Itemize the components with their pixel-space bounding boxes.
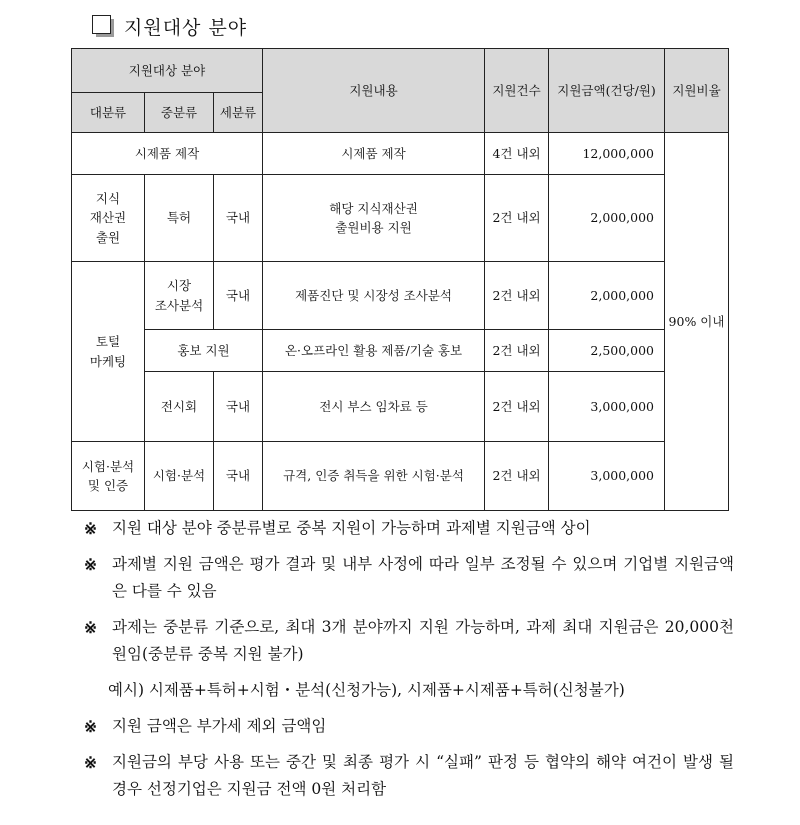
cell-count: 4건 내외 xyxy=(485,133,549,175)
reference-mark-icon: ※ xyxy=(84,717,97,736)
support-area-table xyxy=(71,48,729,511)
cell-area: 시제품 제작 xyxy=(72,133,263,175)
cell-minor: 국내 xyxy=(214,372,263,442)
cell-minor: 국내 xyxy=(214,175,263,262)
cell-count: 2건 내외 xyxy=(485,262,549,330)
table-row xyxy=(72,330,729,372)
cell-amount: 3,000,000 xyxy=(549,442,665,511)
checkbox-icon xyxy=(92,15,114,37)
cell-count: 2건 내외 xyxy=(485,372,549,442)
note-example: 예시) 시제품+특허+시험・분석(신청가능), 시제품+시제품+특허(신청불가) xyxy=(108,681,625,699)
reference-mark-icon: ※ xyxy=(84,618,97,637)
section-heading xyxy=(92,10,247,42)
note-text: 과제별 지원 금액은 평가 결과 및 내부 사정에 따라 일부 조정될 수 있으며 기업별 지원금액은 다를 수 있음 xyxy=(112,555,734,600)
cell-mid: 특허 xyxy=(145,175,214,262)
note-item xyxy=(84,749,734,803)
table-row xyxy=(72,175,729,262)
section-title: 지원대상 분야 xyxy=(124,16,248,39)
cell-mid: 시험·분석 xyxy=(145,442,214,511)
cell-major: 지식 재산권 출원 xyxy=(72,175,145,262)
header-content: 지원내용 xyxy=(263,49,485,133)
cell-amount: 12,000,000 xyxy=(549,133,665,175)
cell-content: 제품진단 및 시장성 조사분석 xyxy=(263,262,485,330)
cell-content: 규격, 인증 취득을 위한 시험·분석 xyxy=(263,442,485,511)
table-row xyxy=(72,262,729,330)
table-row xyxy=(72,372,729,442)
table-row xyxy=(72,133,729,175)
cell-amount: 2,000,000 xyxy=(549,175,665,262)
header-area-group: 지원대상 분야 xyxy=(72,49,263,93)
note-item xyxy=(84,551,734,605)
header-major: 대분류 xyxy=(72,93,145,133)
cell-amount: 2,000,000 xyxy=(549,262,665,330)
note-text: 과제는 중분류 기준으로, 최대 3개 분야까지 지원 가능하며, 과제 최대 지원금은 20,000천원임(중분류 중복 지원 불가) xyxy=(112,618,734,663)
cell-mid: 전시회 xyxy=(145,372,214,442)
header-amount: 지원금액(건당/원) xyxy=(549,49,665,133)
cell-count: 2건 내외 xyxy=(485,330,549,372)
table-header-row xyxy=(72,49,729,93)
cell-amount: 2,500,000 xyxy=(549,330,665,372)
cell-mid: 홍보 지원 xyxy=(145,330,263,372)
header-count: 지원건수 xyxy=(485,49,549,133)
header-ratio: 지원비율 xyxy=(665,49,729,133)
cell-count: 2건 내외 xyxy=(485,175,549,262)
cell-content: 시제품 제작 xyxy=(263,133,485,175)
header-minor: 세분류 xyxy=(214,93,263,133)
note-item xyxy=(84,515,734,542)
cell-ratio: 90% 이내 xyxy=(665,133,729,511)
cell-minor: 국내 xyxy=(214,442,263,511)
cell-mid: 시장 조사분석 xyxy=(145,262,214,330)
reference-mark-icon: ※ xyxy=(84,555,97,574)
cell-major: 토털 마케팅 xyxy=(72,262,145,442)
cell-content: 해당 지식재산권 출원비용 지원 xyxy=(263,175,485,262)
cell-content: 전시 부스 임차료 등 xyxy=(263,372,485,442)
cell-minor: 국내 xyxy=(214,262,263,330)
cell-content: 온·오프라인 활용 제품/기술 홍보 xyxy=(263,330,485,372)
note-text: 지원금의 부당 사용 또는 중간 및 최종 평가 시 “실패” 판정 등 협약의 해약 여건이 발생 될 경우 선정기업은 지원금 전액 0원 처리함 xyxy=(112,753,734,798)
reference-mark-icon: ※ xyxy=(84,753,97,772)
cell-count: 2건 내외 xyxy=(485,442,549,511)
note-item xyxy=(84,713,734,740)
note-item xyxy=(84,614,734,668)
note-text: 지원 금액은 부가세 제외 금액임 xyxy=(112,717,327,735)
cell-major: 시험·분석 및 인증 xyxy=(72,442,145,511)
note-text: 지원 대상 분야 중분류별로 중복 지원이 가능하며 과제별 지원금액 상이 xyxy=(112,519,591,537)
cell-amount: 3,000,000 xyxy=(549,372,665,442)
reference-mark-icon: ※ xyxy=(84,519,97,538)
table-row xyxy=(72,442,729,511)
notes-section xyxy=(84,515,734,812)
header-mid: 중분류 xyxy=(145,93,214,133)
